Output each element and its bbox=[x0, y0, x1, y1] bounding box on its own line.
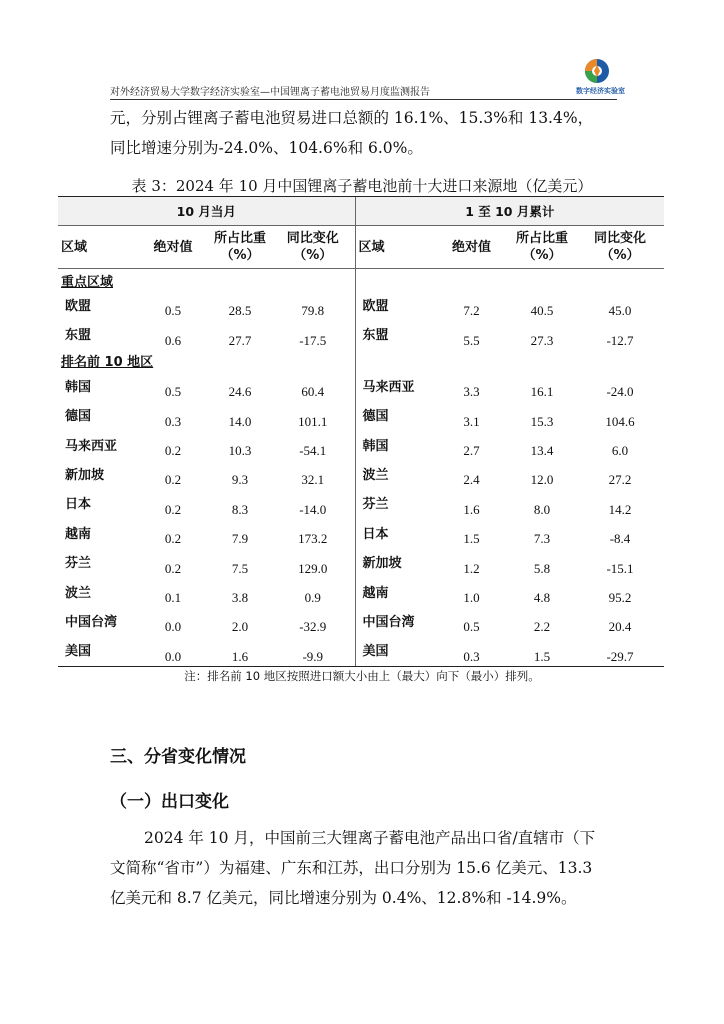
cell-yoy-cum: 27.2 bbox=[608, 472, 632, 488]
export-para-line-3: 亿美元和 8.7 亿美元，同比增速分别为 0.4%、12.8%和 -14.9%。 bbox=[110, 889, 577, 907]
cell-region-cum: 美国 bbox=[355, 636, 435, 666]
group-header-october: 10 月当月 bbox=[58, 197, 355, 226]
cell-abs: 0.2 bbox=[164, 531, 182, 547]
cell-share: 8.3 bbox=[231, 501, 249, 517]
cell-region-cum: 中国台湾 bbox=[355, 607, 435, 636]
cell-yoy: -14.0 bbox=[299, 501, 327, 517]
section-key-regions-label: 重点区域 bbox=[61, 274, 114, 290]
table-row bbox=[58, 431, 664, 460]
cell-region: 波兰 bbox=[65, 585, 92, 601]
cell-abs: 0.0 bbox=[137, 636, 209, 666]
table-row bbox=[58, 548, 664, 577]
cell-yoy: 60.4 bbox=[301, 384, 325, 400]
section-top10 bbox=[58, 350, 355, 372]
col-header-yoy bbox=[271, 226, 355, 269]
cell-yoy-cum: 45.0 bbox=[608, 303, 632, 319]
col-header-share-text: 所占比重（%） bbox=[213, 231, 266, 263]
cell-abs: 0.1 bbox=[164, 589, 182, 605]
cell-yoy: 0.9 bbox=[304, 589, 321, 605]
section-key-regions bbox=[58, 269, 355, 292]
cell-abs-cum: 1.5 bbox=[463, 531, 480, 547]
cell-abs-cum: 2.7 bbox=[463, 442, 480, 458]
cell-abs-cum: 0.3 bbox=[435, 636, 508, 666]
cell-abs-cum: 2.4 bbox=[463, 472, 480, 488]
cell-share: 24.6 bbox=[228, 384, 252, 400]
cell-region-cum: 德国 bbox=[355, 401, 435, 430]
export-para-line-2: 文简称“省市”）为福建、广东和江苏，出口分别为 15.6 亿美元、13.3 bbox=[110, 859, 593, 877]
cell-share: 9.3 bbox=[231, 472, 249, 488]
cell-abs: 0.2 bbox=[164, 560, 182, 576]
cell-share-cum: 15.3 bbox=[530, 413, 554, 429]
cell-region: 美国 bbox=[58, 636, 137, 666]
section-key-regions-right bbox=[355, 269, 664, 292]
col-header-abs: 绝对值 bbox=[137, 226, 209, 269]
cell-share-cum: 12.0 bbox=[530, 472, 554, 488]
cell-share: 1.6 bbox=[209, 636, 271, 666]
subsection-heading: （一）出口变化 bbox=[110, 792, 229, 812]
header-divider bbox=[110, 99, 617, 100]
cell-yoy: -9.9 bbox=[271, 636, 355, 666]
cell-share: 7.9 bbox=[231, 531, 249, 547]
cell-share: 10.3 bbox=[228, 442, 252, 458]
col-header-yoy-cum-text: 同比变化（%） bbox=[594, 231, 647, 263]
cell-share-cum: 40.5 bbox=[530, 303, 554, 319]
col-header-region-cum: 区域 bbox=[355, 226, 435, 269]
cell-abs-cum: 3.1 bbox=[463, 413, 480, 429]
cell-region: 越南 bbox=[65, 526, 92, 542]
cell-yoy-cum: 95.2 bbox=[608, 589, 632, 605]
cell-abs: 0.5 bbox=[164, 303, 182, 319]
cell-yoy: 173.2 bbox=[298, 531, 328, 547]
table-row bbox=[58, 489, 664, 518]
cell-yoy-cum: 20.4 bbox=[608, 619, 632, 635]
table-note: 注：排名前 10 地区按照进口额大小由上（最大）向下（最小）排列。 bbox=[184, 669, 540, 683]
report-header: 对外经济贸易大学数字经济实验室—中国锂离子蓄电池贸易月度监测报告 bbox=[110, 87, 430, 98]
cell-yoy: -17.5 bbox=[299, 332, 327, 348]
cell-region-cum: 韩国 bbox=[355, 431, 435, 460]
cell-region: 中国台湾 bbox=[65, 614, 118, 630]
cell-region: 德国 bbox=[65, 409, 92, 425]
cell-abs: 0.2 bbox=[164, 442, 182, 458]
table-row bbox=[58, 401, 664, 430]
cell-abs-cum: 1.0 bbox=[463, 589, 480, 605]
col-header-yoy-text: 同比变化（%） bbox=[286, 231, 339, 263]
col-header-share-cum bbox=[508, 226, 576, 269]
cell-share: 28.5 bbox=[228, 303, 252, 319]
cell-yoy: 101.1 bbox=[298, 413, 328, 429]
table-row bbox=[58, 320, 664, 349]
cell-abs: 0.3 bbox=[164, 413, 182, 429]
cell-abs-cum: 5.5 bbox=[463, 332, 480, 348]
top10-body bbox=[58, 372, 664, 666]
export-para-line-1: 2024 年 10 月，中国前三大锂离子蓄电池产品出口省/直辖市（下 bbox=[144, 829, 596, 847]
cell-yoy: -54.1 bbox=[299, 442, 327, 458]
cell-region-cum: 越南 bbox=[355, 578, 435, 607]
cell-yoy-cum: -12.7 bbox=[606, 332, 634, 348]
cell-abs-cum: 3.3 bbox=[463, 384, 480, 400]
cell-share-cum: 4.8 bbox=[533, 589, 551, 605]
intro-line-1: 元，分别占锂离子蓄电池贸易进口总额的 16.1%、15.3%和 13.4%， bbox=[110, 109, 594, 127]
cell-yoy-cum: 104.6 bbox=[605, 413, 635, 429]
cell-yoy-cum: 6.0 bbox=[611, 442, 629, 458]
table-row bbox=[58, 519, 664, 548]
cell-region: 芬兰 bbox=[65, 556, 92, 572]
cell-region: 欧盟 bbox=[65, 299, 92, 314]
cell-region: 新加坡 bbox=[65, 467, 105, 483]
group-header-cumulative: 1 至 10 月累计 bbox=[355, 197, 664, 226]
cell-abs-cum: 7.2 bbox=[463, 303, 480, 319]
col-header-yoy-cum bbox=[576, 226, 664, 269]
cell-share-cum: 7.3 bbox=[533, 531, 551, 547]
cell-yoy-cum: -15.1 bbox=[606, 560, 634, 576]
cell-share-cum: 8.0 bbox=[533, 501, 551, 517]
cell-yoy-cum: 14.2 bbox=[608, 501, 632, 517]
cell-abs: 0.5 bbox=[164, 384, 182, 400]
cell-abs: 0.6 bbox=[164, 332, 182, 348]
table-row bbox=[58, 291, 664, 320]
cell-share: 3.8 bbox=[231, 589, 249, 605]
section-top10-label: 排名前 10 地区 bbox=[61, 355, 154, 371]
cell-yoy: 32.1 bbox=[301, 472, 325, 488]
cell-share-cum: 2.2 bbox=[533, 619, 551, 635]
cell-share-cum: 27.3 bbox=[530, 332, 554, 348]
intro-line-2: 同比增速分别为-24.0%、104.6%和 6.0%。 bbox=[110, 139, 423, 157]
import-sources-table bbox=[58, 196, 664, 667]
cell-share: 2.0 bbox=[231, 619, 249, 635]
key-regions-body bbox=[58, 291, 664, 350]
cell-yoy: 79.8 bbox=[301, 303, 325, 319]
cell-abs-cum: 1.6 bbox=[463, 501, 480, 517]
table-caption: 表 3：2024 年 10 月中国锂离子蓄电池前十大进口来源地（亿美元） bbox=[131, 177, 593, 195]
cell-region-cum: 芬兰 bbox=[355, 489, 435, 518]
cell-yoy-cum: -8.4 bbox=[609, 531, 631, 547]
cell-abs: 0.2 bbox=[164, 472, 182, 488]
cell-region-cum: 马来西亚 bbox=[355, 372, 435, 401]
table-row bbox=[58, 372, 664, 401]
cell-abs: 0.0 bbox=[164, 619, 182, 635]
cell-share: 7.5 bbox=[231, 560, 249, 576]
cell-region: 东盟 bbox=[65, 328, 92, 344]
cell-share-cum: 1.5 bbox=[508, 636, 576, 666]
section-heading: 三、分省变化情况 bbox=[110, 747, 246, 767]
cell-share: 14.0 bbox=[228, 413, 252, 429]
cell-region: 韩国 bbox=[65, 379, 92, 395]
cell-share-cum: 16.1 bbox=[530, 384, 554, 400]
logo-caption: 数字经济实验室 bbox=[576, 87, 625, 95]
table-row bbox=[58, 607, 664, 636]
cell-region-cum: 波兰 bbox=[355, 460, 435, 489]
col-header-share bbox=[209, 226, 271, 269]
col-header-share-cum-text: 所占比重（%） bbox=[515, 231, 568, 263]
table-row bbox=[58, 636, 664, 666]
cell-abs-cum: 1.2 bbox=[463, 560, 480, 576]
cell-share-cum: 5.8 bbox=[533, 560, 551, 576]
cell-yoy-cum: -29.7 bbox=[576, 636, 664, 666]
cell-yoy: 129.0 bbox=[298, 560, 328, 576]
cell-share: 27.7 bbox=[228, 332, 252, 348]
col-header-region: 区域 bbox=[58, 226, 137, 269]
cell-region-cum: 日本 bbox=[355, 519, 435, 548]
col-header-abs-cum: 绝对值 bbox=[435, 226, 508, 269]
cell-yoy-cum: -24.0 bbox=[606, 384, 634, 400]
cell-yoy: -32.9 bbox=[299, 619, 327, 635]
cell-region-cum: 欧盟 bbox=[355, 291, 435, 320]
cell-abs: 0.2 bbox=[164, 501, 182, 517]
cell-region-cum: 新加坡 bbox=[355, 548, 435, 577]
cell-region-cum: 东盟 bbox=[355, 320, 435, 349]
table-row bbox=[58, 578, 664, 607]
table-row bbox=[58, 460, 664, 489]
cell-abs-cum: 0.5 bbox=[463, 619, 480, 635]
cell-region: 马来西亚 bbox=[65, 438, 118, 454]
section-top10-right bbox=[355, 350, 664, 372]
cell-share-cum: 13.4 bbox=[530, 442, 554, 458]
cell-region: 日本 bbox=[65, 497, 92, 513]
